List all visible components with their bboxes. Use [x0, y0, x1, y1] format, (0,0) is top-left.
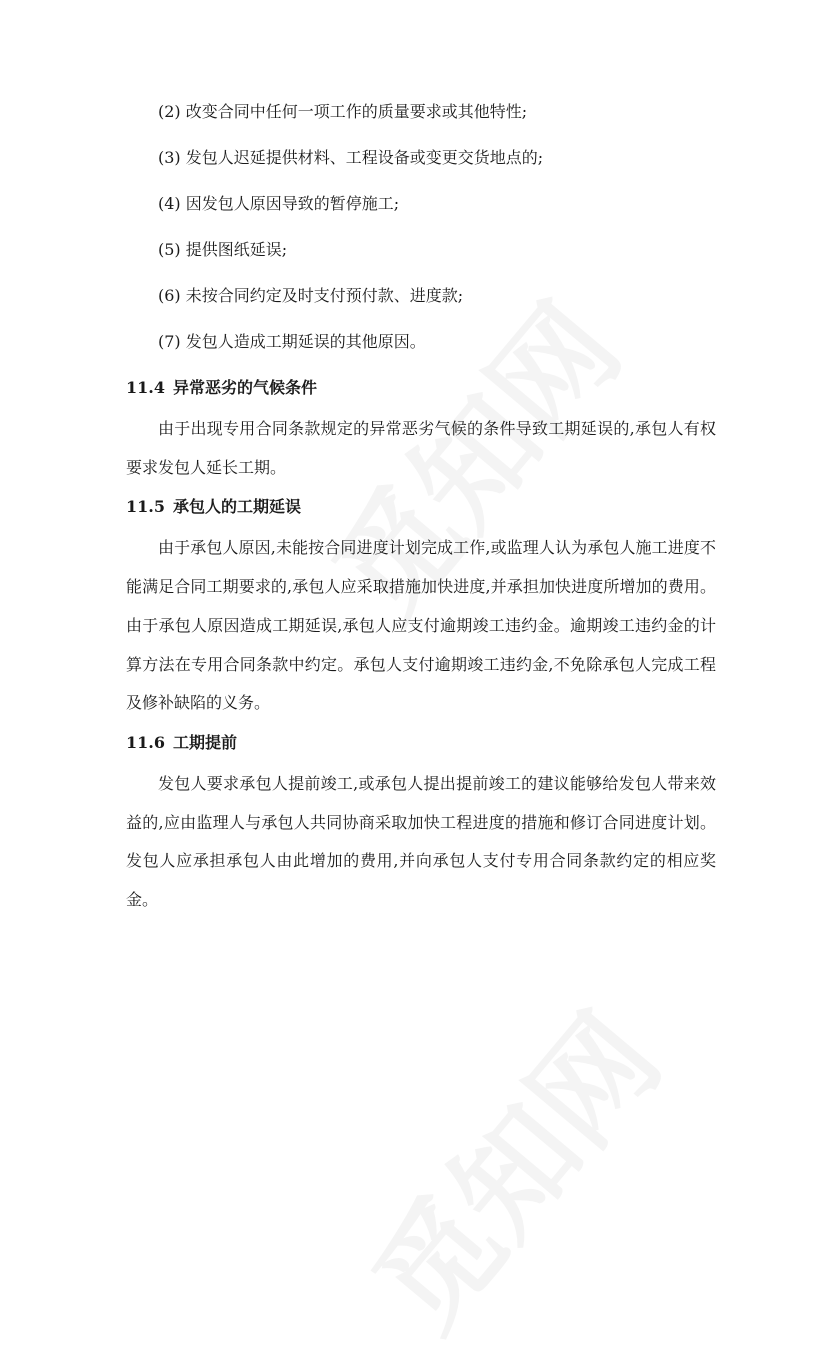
list-item: (6) 未按合同约定及时支付预付款、进度款;	[158, 286, 464, 305]
list-item: (5) 提供图纸延误;	[158, 240, 288, 259]
section-paragraph: 发包人要求承包人提前竣工,或承包人提出提前竣工的建议能够给发包人带来效益的,应由监理人与承包人共同协商采取加快工程进度的措施和修订合同进度计划。发包人应承担承包人由此增加的费用,并向承包人支付专用合同条款约定的相应奖金。	[126, 773, 716, 910]
section-number: 11.4	[126, 378, 165, 397]
watermark	[328, 973, 691, 1359]
section-heading	[126, 495, 716, 519]
section-title: 工期提前	[172, 732, 237, 752]
section-number: 11.6	[126, 732, 165, 752]
section-paragraph: 由于承包人原因,未能按合同进度计划完成工作,或监理人认为承包人施工进度不能满足合同工期要求的,承包人应采取措施加快进度,并承担加快进度所增加的费用。由于承包人原因造成工期延误,承包人应支付逾期竣工违约金。逾期竣工违约金的计算方法在专用合同条款中约定。承包人支付逾期竣工违约金,不免除承包人完成工程及修补缺陷的义务。	[126, 538, 716, 713]
list-item: (7) 发包人造成工期延误的其他原因。	[158, 332, 426, 351]
list-item: (3) 发包人迟延提供材料、工程设备或变更交货地点的;	[158, 148, 544, 167]
list-item: (4) 因发包人原因导致的暂停施工;	[158, 194, 400, 213]
section-heading	[126, 376, 716, 400]
section-title: 异常恶劣的气候条件	[172, 378, 317, 397]
section-heading	[126, 731, 716, 755]
section-title: 承包人的工期延误	[172, 497, 301, 517]
section-number: 11.5	[126, 497, 165, 517]
list-item: (2) 改变合同中任何一项工作的质量要求或其他特性;	[158, 102, 528, 121]
section-paragraph: 由于出现专用合同条款规定的异常恶劣气候的条件导致工期延误的,承包人有权要求发包人延长工期。	[126, 419, 716, 477]
document-body	[126, 100, 716, 928]
